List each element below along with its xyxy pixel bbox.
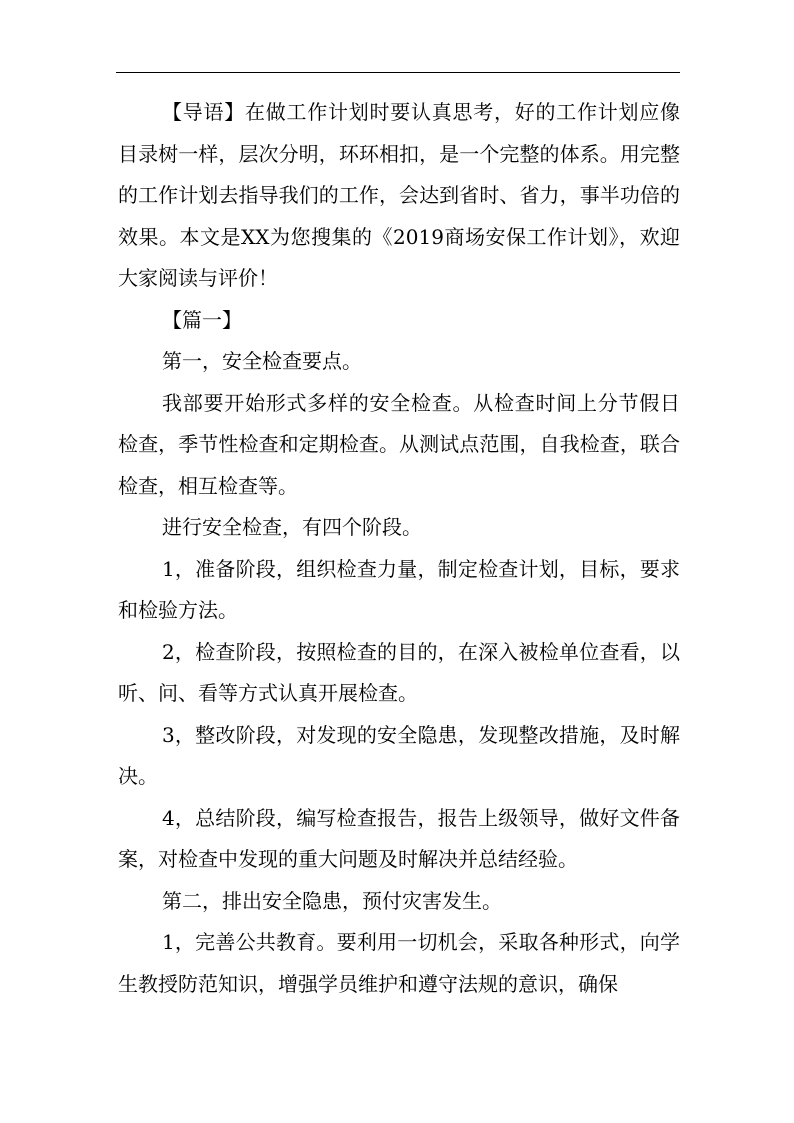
intro-paragraph: 【导语】在做工作计划时要认真思考，好的工作计划应像目录树一样，层次分明，环环相扣，是一个完整的体系。用完整的工作计划去指导我们的工作，会达到省时、省力，事半功倍的效果。本文是XX为您搜集的《2019商场安保工作计划》，欢迎大家阅读与评价！ [118,100,680,290]
list-item: 2，检查阶段，按照检查的目的，在深入被检单位查看，以听、问、看等方式认真开展检查。 [118,639,680,705]
list-item: 1，准备阶段，组织检查力量，制定检查计划，目标，要求和检验方法。 [118,556,680,622]
document-body [118,92,680,1005]
body-paragraph: 进行安全检查，有四个阶段。 [162,515,422,539]
subsection-heading: 第一，安全检查要点。 [162,349,362,373]
body-paragraph: 我部要开始形式多样的安全检查。从检查时间上分节假日检查，季节性检查和定期检查。从测试点范围，自我检查，联合检查，相互检查等。 [118,390,680,498]
subsection-heading: 第二，排出安全隐患，预付灾害发生。 [162,888,502,913]
list-item: 3，整改阶段，对发现的安全隐患，发现整改措施，及时解决。 [118,722,680,788]
header-rule [116,72,680,73]
section-heading: 【篇一】 [162,307,242,332]
list-item: 4，总结阶段，编写检查报告，报告上级领导，做好文件备案，对检查中发现的重大问题及时解决并总结经验。 [118,805,680,871]
list-item: 1，完善公共教育。要利用一切机会，采取各种形式，向学生教授防范知识，增强学员维护和遵守法规的意识，确保 [118,930,680,996]
